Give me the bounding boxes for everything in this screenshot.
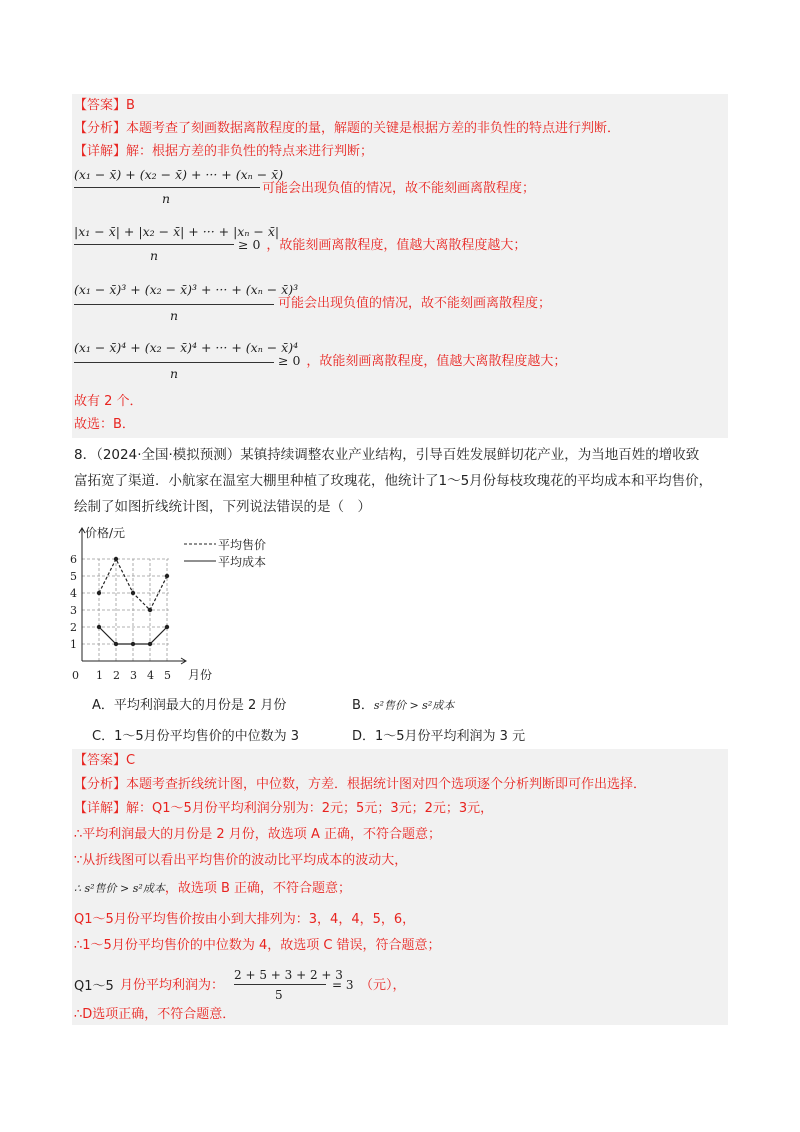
y-axis-label: 价格/元 — [85, 526, 126, 540]
analysis-text: 本题考查折线统计图，中位数，方差．根据统计图对四个选项逐个分析判断即可作出选择． — [126, 777, 647, 792]
step-3 — [74, 880, 351, 898]
answer8-detail-line — [74, 800, 493, 818]
formula-2-tail — [238, 234, 526, 253]
ge-zero: ≥ 0 — [238, 237, 261, 252]
data-point — [114, 557, 118, 561]
legend-label: 平均售价 — [218, 538, 267, 552]
formula-4-numerator: (x₁ − x̄)⁴ + (x₂ − x̄)⁴ + ··· + (xₙ − x̄)⁴ — [74, 340, 299, 355]
x-tick-label: 5 — [164, 669, 171, 682]
detail-text: 解：根据方差的非负性的特点来进行判断； — [126, 144, 374, 159]
fraction-bar — [74, 304, 274, 305]
answer-value: B — [126, 98, 135, 113]
x-tick-label: 1 — [96, 669, 103, 682]
x-tick-label: 4 — [147, 669, 154, 682]
step-6 — [74, 966, 474, 1000]
option-d: D．1～5月份平均利润为 3 元 — [352, 729, 526, 744]
step-4: Q1～5月份平均售价按由小到大排列为：3，4，4，5，6， — [74, 912, 416, 927]
answer7-detail-line — [74, 143, 373, 161]
y-tick-label: 6 — [70, 553, 77, 566]
fraction-bar — [74, 187, 260, 188]
formula-3-numerator: (x₁ − x̄)³ + (x₂ − x̄)³ + ··· + (xₙ − x̄)³ — [74, 282, 299, 297]
detail-label: 【详解】 — [74, 801, 127, 816]
legend-label: 平均成本 — [218, 555, 267, 569]
step-6-eq: = 3 — [332, 978, 354, 992]
y-tick-label: 3 — [70, 604, 77, 617]
analysis-label: 【分析】 — [74, 777, 127, 792]
answer-label: 【答案】 — [74, 753, 127, 768]
analysis-text: 本题考查了刻画数据离散程度的量，解题的关键是根据方差的非负性的特点进行判断． — [126, 121, 621, 136]
formula-2-numerator: |x₁ − x̄| + |x₂ − x̄| + ··· + |xₙ − x̄| — [74, 224, 280, 239]
ge-zero: ≥ 0 — [278, 353, 301, 368]
option-c: C．1～5月份平均售价的中位数为 3 — [92, 729, 300, 744]
x-tick-label: 3 — [130, 669, 137, 682]
step-5: ∴1～5月份平均售价的中位数为 4，故选项 C 错误，符合题意； — [74, 938, 441, 953]
step-7: ∴D选项正确，不符合题意． — [74, 1007, 236, 1022]
data-point — [131, 591, 135, 595]
formula-1-numerator: (x₁ − x̄) + (x₂ − x̄) + ··· + (xₙ − x̄) — [74, 167, 284, 182]
y-tick-label: 4 — [70, 587, 77, 600]
fraction-bar — [74, 362, 274, 363]
option-a: A．平均利润最大的月份是 2 月份 — [92, 698, 287, 713]
chart-ticks — [70, 525, 212, 682]
detail-label: 【详解】 — [74, 144, 127, 159]
answer-value: C — [126, 753, 136, 768]
analysis-label: 【分析】 — [74, 121, 127, 136]
answer8-analysis-line — [74, 776, 646, 794]
option-b-math: s²售价 > s²成本 — [373, 699, 455, 712]
chart-grid — [82, 559, 169, 661]
choose-text: 故选：B． — [74, 417, 135, 432]
answer7-answer-line — [74, 97, 135, 115]
origin-label: 0 — [72, 669, 79, 682]
data-point — [165, 625, 169, 629]
option-b-prefix: B． — [352, 698, 374, 713]
data-point — [97, 591, 101, 595]
formula-1-denominator: n — [162, 191, 171, 206]
data-point — [97, 625, 101, 629]
step-6-fraction-bar — [234, 984, 326, 985]
formula-2-text: ，故能刻画离散程度，值越大离散程度越大； — [266, 238, 527, 253]
step-3-math: ∴ s²售价 > s²成本 — [74, 882, 165, 895]
option-b — [352, 694, 454, 713]
formula-2-denominator: n — [150, 248, 159, 263]
count-text: 故有 2 个． — [74, 394, 143, 409]
step-1: ∴平均利润最大的月份是 2 月份，故选项 A 正确，不符合题意； — [74, 827, 441, 842]
data-point — [148, 608, 152, 612]
answer-label: 【答案】 — [74, 98, 127, 113]
chart-legend — [184, 537, 266, 569]
x-tick-label: 2 — [113, 669, 120, 682]
data-point — [114, 642, 118, 646]
formula-1-text: 可能会出现负值的情况，故不能刻画离散程度； — [262, 181, 536, 196]
y-tick-label: 1 — [70, 638, 77, 651]
question8-line2: 富拓宽了渠道．小航家在温室大棚里种植了玫瑰花，他统计了1～5月份每枝玫瑰花的平均成本和平均售价， — [74, 473, 713, 489]
y-tick-label: 5 — [70, 570, 77, 583]
answer7-analysis-line — [74, 120, 620, 138]
question8-line1: 8．（2024·全国·模拟预测）某镇持续调整农业产业结构，引导百姓发展鲜切花产业，为当地百姓的增收致 — [74, 447, 700, 463]
answer8-answer-line — [74, 752, 135, 770]
y-tick-label: 2 — [70, 621, 77, 634]
step-6-denominator: 5 — [275, 988, 283, 1002]
detail-text: 解：Q1～5月份平均利润分别为：2元；5元；3元；2元；3元， — [126, 801, 494, 816]
formula-3-denominator: n — [170, 308, 179, 323]
x-axis-label: 月份 — [188, 668, 213, 682]
step-6-prefix: Q1～5 — [74, 979, 114, 994]
step-3-text: ，故选项 B 正确，不符合题意； — [164, 881, 352, 896]
step-6-label: 月份平均利润为： — [120, 978, 225, 993]
step-6-numerator: 2 + 5 + 3 + 2 + 3 — [234, 968, 343, 982]
question8-line3: 绘制了如图折线统计图，下列说法错误的是（ ） — [74, 499, 371, 515]
formula-4-denominator: n — [170, 366, 179, 381]
line-chart — [66, 516, 326, 684]
formula-4-tail — [278, 350, 566, 369]
step-6-unit: （元）， — [360, 978, 406, 993]
data-point — [131, 642, 135, 646]
data-point — [165, 574, 169, 578]
formula-3-text: 可能会出现负值的情况，故不能刻画离散程度； — [278, 296, 552, 311]
fraction-bar — [74, 244, 234, 245]
formula-4-text: ，故能刻画离散程度，值越大离散程度越大； — [306, 354, 567, 369]
step-2: ∵从折线图可以看出平均售价的波动比平均成本的波动大， — [74, 853, 408, 868]
data-point — [148, 642, 152, 646]
